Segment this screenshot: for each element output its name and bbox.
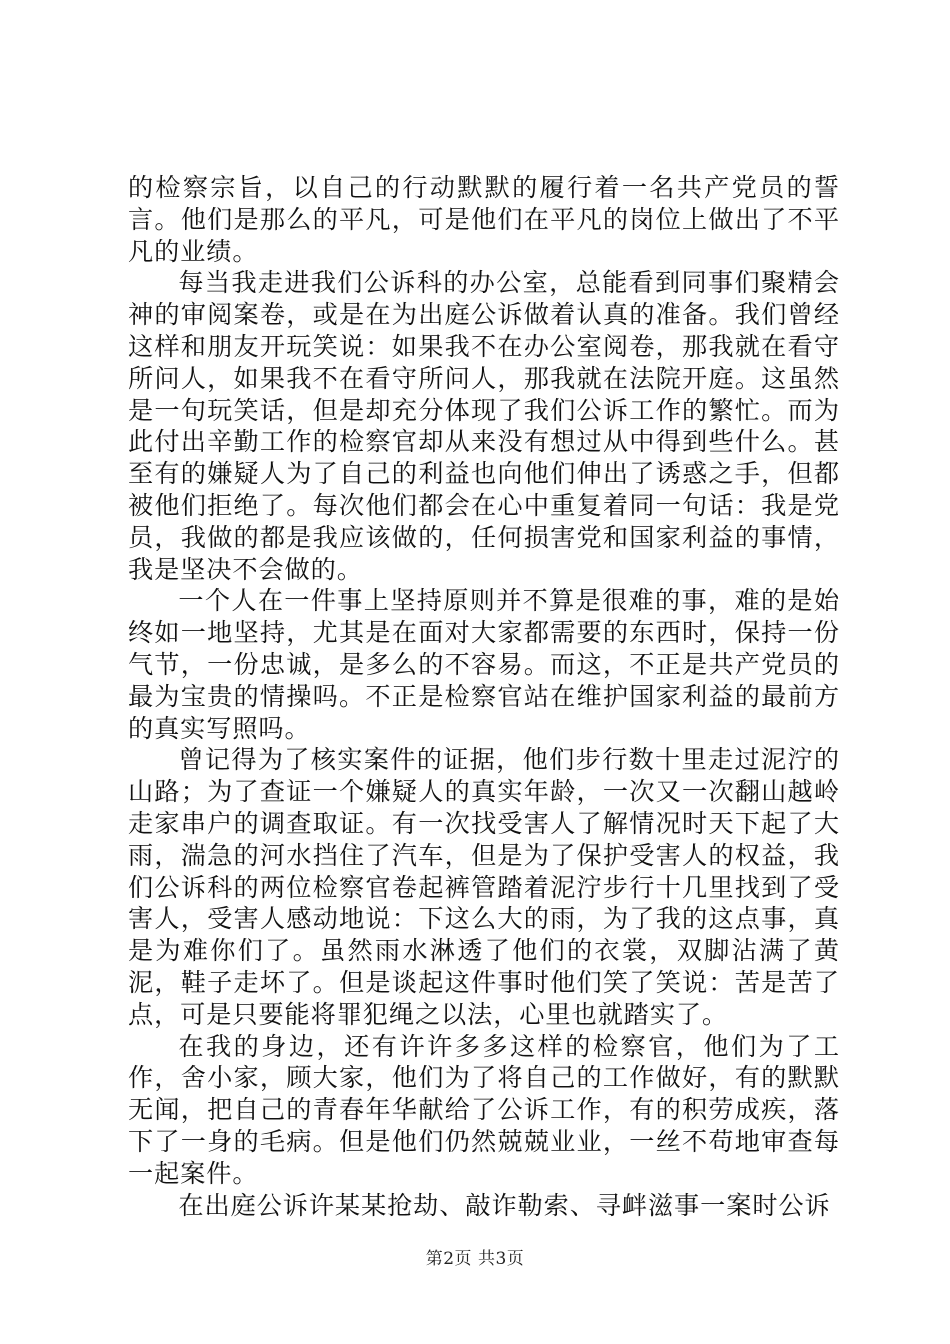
paragraph-4: 曾记得为了核实案件的证据，他们步行数十里走过泥泞的山路；为了查证一个嫌疑人的真实年龄，一次又一次翻山越岭走家串户的调查取证。有一次找受害人了解情况时天下起了大雨，湍急的河水挡住了汽车，但是为了保护受害人的权益，我们公诉科的两位检察官卷起裤管踏着泥泞步行十几里找到了受害人，受害人感动地说：下这么大的雨，为了我的这点事，真是为难你们了。虽然雨水淋透了他们的衣裳，双脚沾满了黄泥，鞋子走坏了。但是谈起这件事时他们笑了笑说：苦是苦了点，可是只要能将罪犯绳之以法，心里也就踏实了。: [128, 745, 840, 1029]
document-body: [128, 172, 840, 1221]
paragraph-3: 一个人在一件事上坚持原则并不算是很难的事，难的是始终如一地坚持，尤其是在面对大家都需要的东西时，保持一份气节，一份忠诚，是多么的不容易。而这，不正是共产党员的最为宝贵的情操吗。不正是检察官站在维护国家利益的最前方的真实写照吗。: [128, 586, 840, 743]
paragraph-5: 在我的身边，还有许许多多这样的检察官，他们为了工作，舍小家，顾大家，他们为了将自己的工作做好，有的默默无闻，把自己的青春年华献给了公诉工作，有的积劳成疾，落下了一身的毛病。但是他们仍然兢兢业业，一丝不苟地审查每一起案件。: [128, 1031, 840, 1188]
paragraph-1: 的检察宗旨，以自己的行动默默的履行着一名共产党员的誓言。他们是那么的平凡，可是他们在平凡的岗位上做出了不平凡的业绩。: [128, 173, 840, 266]
page-footer: 第2页 共3页: [425, 1249, 525, 1269]
paragraph-6: 在出庭公诉许某某抢劫、敲诈勒索、寻衅滋事一案时公诉: [178, 1190, 831, 1220]
paragraph-2: 每当我走进我们公诉科的办公室，总能看到同事们聚精会神的审阅案卷，或是在为出庭公诉做着认真的准备。我们曾经这样和朋友开玩笑说：如果我不在办公室阅卷，那我就在看守所问人，如果我不在看守所问人，那我就在法院开庭。这虽然是一句玩笑话，但是却充分体现了我们公诉工作的繁忙。而为此付出辛勤工作的检察官却从来没有想过从中得到些什么。甚至有的嫌疑人为了自己的利益也向他们伸出了诱惑之手，但都被他们拒绝了。每次他们都会在心中重复着同一句话：我是党员，我做的都是我应该做的，任何损害党和国家利益的事情，我是坚决不会做的。: [128, 268, 840, 584]
